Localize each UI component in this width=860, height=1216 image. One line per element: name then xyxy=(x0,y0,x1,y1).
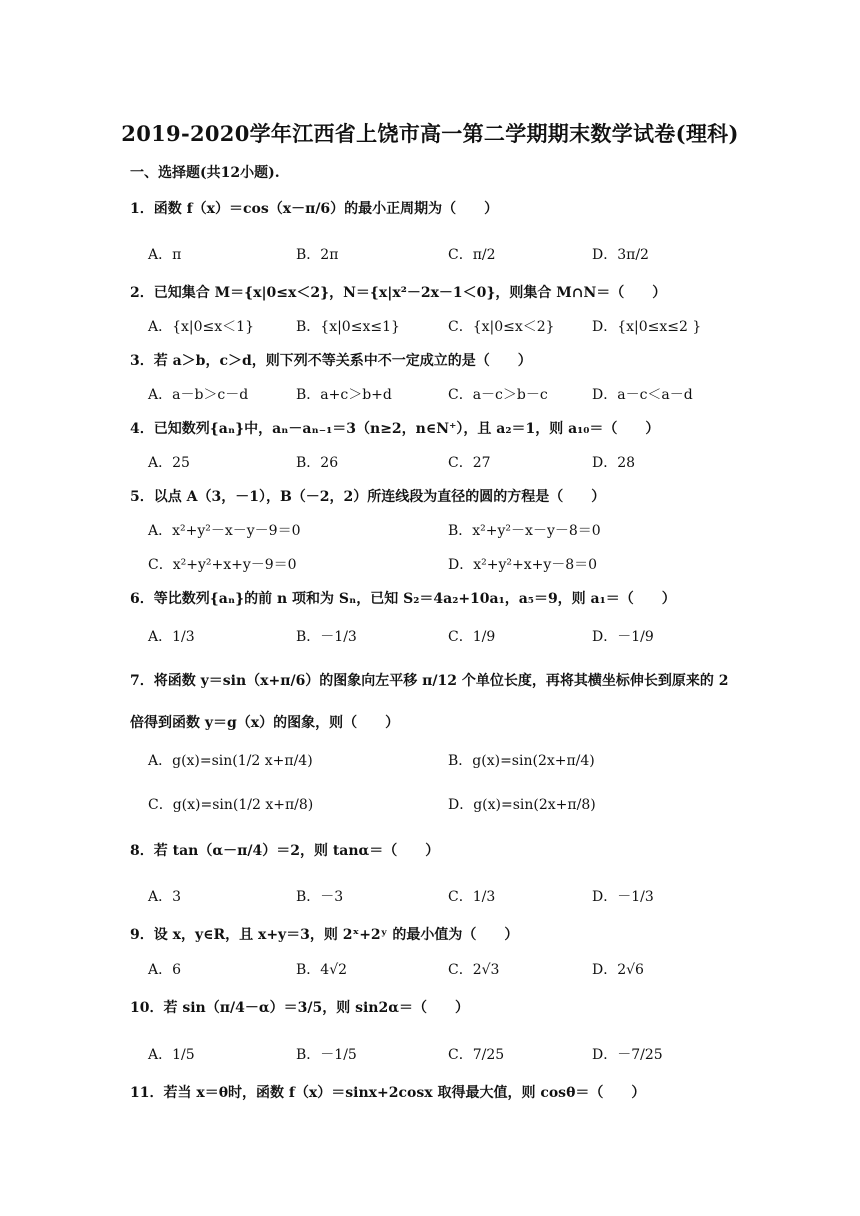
question-11-stem: 11．若当 x＝θ时，函数 f（x）＝sinx+2cosx 取得最大值，则 cosθ＝（ ） xyxy=(130,1085,646,1101)
question-8-stem: 8．若 tan（α－π/4）＝2，则 tanα＝（ ） xyxy=(130,843,440,859)
question-9-stem: 9．设 x，y∈R，且 x+y＝3，则 2ˣ+2ʸ 的最小值为（ ） xyxy=(130,927,519,943)
q1-option-c: C．π/2 xyxy=(448,247,496,263)
q7-option-c: C．g(x)=sin(1/2 x+π/8) xyxy=(148,797,314,813)
q8-option-a: A．3 xyxy=(148,889,182,905)
q8-option-c: C．1/3 xyxy=(448,889,496,905)
q7-option-b: B．g(x)=sin(2x+π/4) xyxy=(448,753,595,769)
q3-option-a: A．a－b＞c－d xyxy=(148,387,249,403)
q6-option-b: B．－1/3 xyxy=(296,629,357,645)
question-7-stem-line2: 倍得到函数 y＝g（x）的图象，则（ ） xyxy=(130,715,400,731)
question-4-stem: 4．已知数列{aₙ}中，aₙ－aₙ₋₁＝3（n≥2，n∈N⁺），且 a₂＝1，则 a₁₀＝（ ） xyxy=(130,421,660,437)
q5-option-c: C．x²+y²+x+y－9＝0 xyxy=(148,557,297,573)
q1-option-d: D．3π/2 xyxy=(592,247,649,263)
question-2-stem: 2．已知集合 M＝{x|0≤x＜2}，N＝{x|x²－2x－1＜0}，则集合 M∩N＝（ ） xyxy=(130,285,667,301)
question-1-stem: 1．函数 f（x）＝cos（x－π/6）的最小正周期为（ ） xyxy=(130,201,499,217)
q4-option-d: D．28 xyxy=(592,455,636,471)
q4-option-b: B．26 xyxy=(296,455,339,471)
q4-option-a: A．25 xyxy=(148,455,190,471)
q8-option-d: D．－1/3 xyxy=(592,889,654,905)
q5-option-a: A．x²+y²－x－y－9＝0 xyxy=(148,523,301,539)
question-3-stem: 3．若 a＞b，c＞d，则下列不等关系中不一定成立的是（ ） xyxy=(130,353,532,369)
q9-option-c: C．2√3 xyxy=(448,962,500,978)
q2-option-d: D．{x|0≤x≤2 } xyxy=(592,319,702,335)
question-5-stem: 5．以点 A（3，－1），B（－2，2）所连线段为直径的圆的方程是（ ） xyxy=(130,489,606,505)
q1-option-a: A．π xyxy=(148,247,182,263)
q2-option-b: B．{x|0≤x≤1} xyxy=(296,319,400,335)
q1-option-b: B．2π xyxy=(296,247,339,263)
q7-option-d: D．g(x)=sin(2x+π/8) xyxy=(448,797,596,813)
q9-option-d: D．2√6 xyxy=(592,962,644,978)
q7-option-a: A．g(x)=sin(1/2 x+π/4) xyxy=(148,753,313,769)
section-heading: 一、选择题(共12小题). xyxy=(130,165,280,181)
question-7-stem: 7．将函数 y＝sin（x+π/6）的图象向左平移 π/12 个单位长度，再将其横坐标伸长到原来的 2 xyxy=(130,673,729,689)
q3-option-c: C．a－c＞b－c xyxy=(448,387,548,403)
q9-option-a: A．6 xyxy=(148,962,182,978)
q9-option-b: B．4√2 xyxy=(296,962,348,978)
q10-option-a: A．1/5 xyxy=(148,1047,195,1063)
question-10-stem: 10．若 sin（π/4－α）＝3/5，则 sin2α＝（ ） xyxy=(130,1000,469,1016)
q3-option-d: D．a－c＜a－d xyxy=(592,387,693,403)
page-title: 2019-2020学年江西省上饶市高一第二学期期末数学试卷(理科) xyxy=(121,121,739,146)
q10-option-b: B．－1/5 xyxy=(296,1047,357,1063)
q5-option-b: B．x²+y²－x－y－8＝0 xyxy=(448,523,601,539)
q8-option-b: B．－3 xyxy=(296,889,344,905)
q6-option-a: A．1/3 xyxy=(148,629,195,645)
q6-option-d: D．－1/9 xyxy=(592,629,654,645)
q2-option-a: A．{x|0≤x＜1} xyxy=(148,319,254,335)
q2-option-c: C．{x|0≤x＜2} xyxy=(448,319,555,335)
q10-option-d: D．－7/25 xyxy=(592,1047,663,1063)
q6-option-c: C．1/9 xyxy=(448,629,496,645)
q3-option-b: B．a+c＞b+d xyxy=(296,387,392,403)
q4-option-c: C．27 xyxy=(448,455,491,471)
q10-option-c: C．7/25 xyxy=(448,1047,505,1063)
question-6-stem: 6．等比数列{aₙ}的前 n 项和为 Sₙ，已知 S₂＝4a₂+10a₁，a₅＝9，则 a₁＝（ ） xyxy=(130,591,676,607)
q5-option-d: D．x²+y²+x+y－8＝0 xyxy=(448,557,598,573)
